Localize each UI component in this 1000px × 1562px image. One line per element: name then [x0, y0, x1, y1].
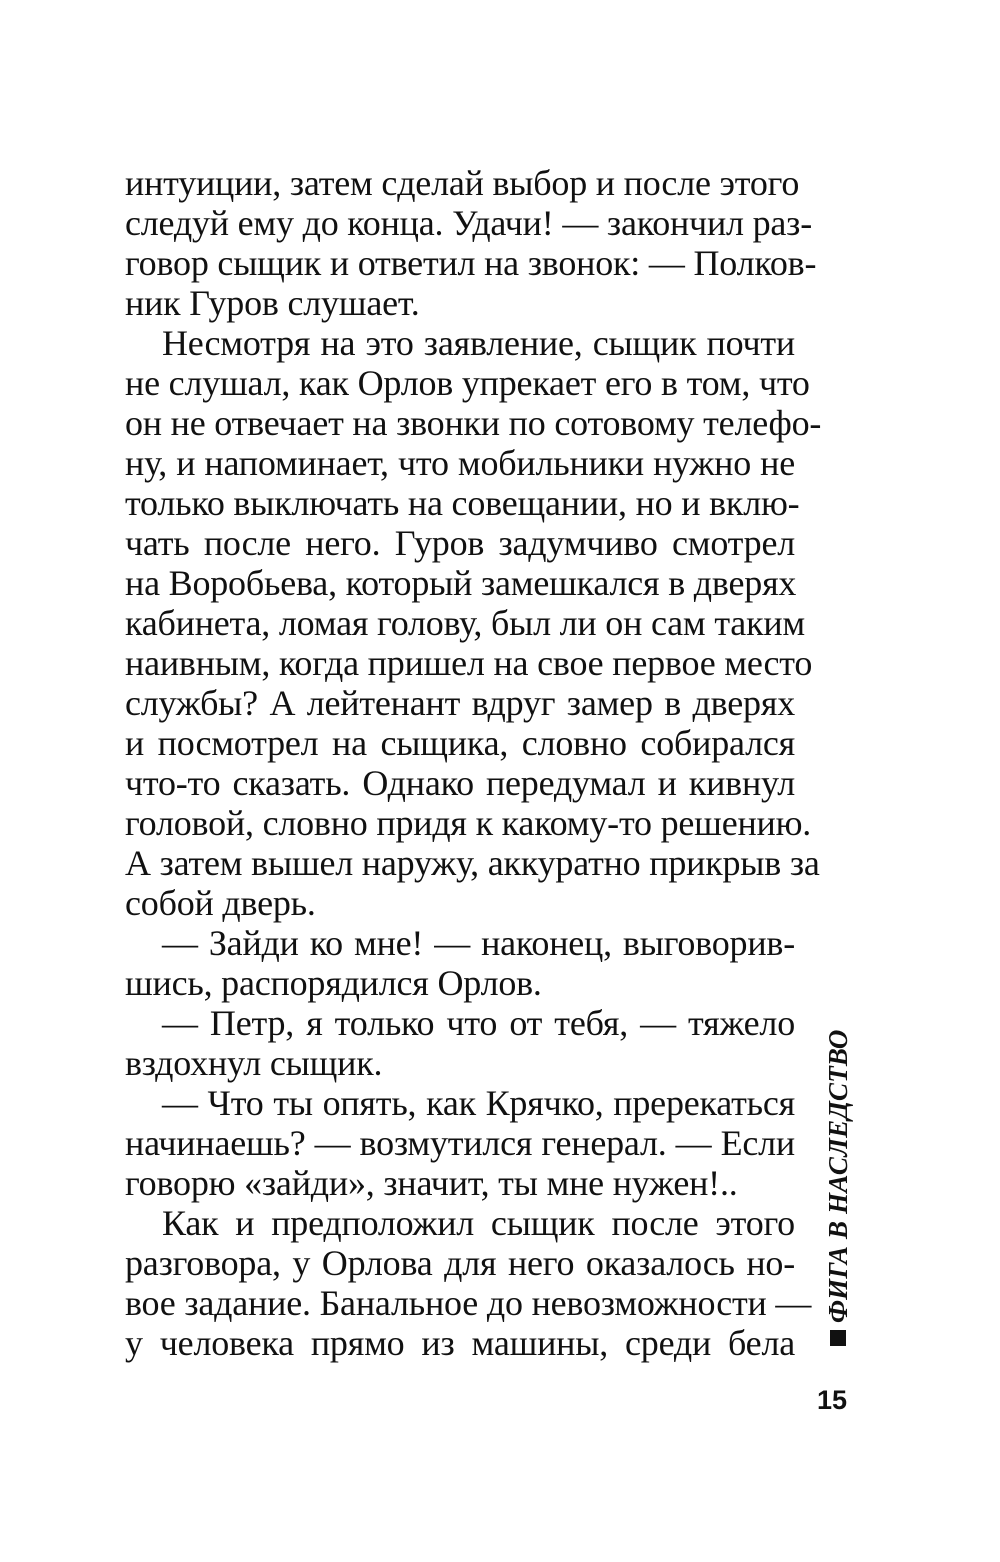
text-line-18: А затем вышел наружу, аккуратно прикрыв за [125, 843, 820, 883]
text-line-8: ну, и напоминает, что мобильники нужно не [125, 443, 795, 483]
text-line-30: у человека прямо из машины, среди бела [125, 1323, 795, 1363]
text-line-25: начинаешь? — возмутился генерал. — Если [125, 1123, 795, 1163]
text-line-20: — Зайди ко мне! — наконец, выговорив- [162, 923, 795, 963]
text-line-2: следуй ему до конца. Удачи! — закончил раз- [125, 203, 812, 243]
text-line-28: разговора, у Орлова для него оказалось но- [125, 1243, 795, 1283]
text-line-21: шись, распорядился Орлов. [125, 963, 542, 1003]
text-line-17: головой, словно придя к какому-то решению. [125, 803, 812, 843]
body-text [125, 163, 822, 1363]
text-line-15: и посмотрел на сыщика, словно собирался [125, 723, 795, 763]
text-line-19: собой дверь. [125, 883, 316, 923]
text-line-13: наивным, когда пришел на свое первое место [125, 643, 813, 683]
text-line-11: на Воробьева, который замешкался в дверях [125, 563, 797, 603]
text-line-22: — Петр, я только что от тебя, — тяжело [162, 1003, 795, 1043]
text-line-4: ник Гуров слушает. [125, 283, 420, 323]
text-line-7: он не отвечает на звонки по сотовому телефо- [125, 403, 822, 443]
text-line-16: что-то сказать. Однако передумал и кивнул [125, 763, 795, 803]
text-line-5: Несмотря на это заявление, сыщик почти [162, 323, 795, 363]
text-line-26: говорю «зайди», значит, ты мне нужен!.. [125, 1163, 738, 1203]
text-line-27: Как и предположил сыщик после этого [162, 1203, 795, 1243]
running-title: ФИГА В НАСЛЕДСТВО [823, 1029, 853, 1323]
text-line-6: не слушал, как Орлов упрекает его в том, что [125, 363, 810, 403]
text-line-12: кабинета, ломая голову, был ли он сам таким [125, 603, 806, 643]
text-line-24: — Что ты опять, как Крячко, пререкаться [162, 1083, 795, 1123]
text-line-29: вое задание. Банальное до невозможности — [125, 1283, 812, 1323]
text-line-23: вздохнул сыщик. [125, 1043, 383, 1083]
page-number: 15 [816, 1385, 848, 1415]
text-line-9: только выключать на совещании, но и вклю- [125, 483, 800, 523]
text-line-3: говор сыщик и ответил на звонок: — Полков- [125, 243, 817, 283]
text-line-14: службы? А лейтенант вдруг замер в дверях [125, 683, 795, 723]
text-line-10: чать после него. Гуров задумчиво смотрел [125, 523, 795, 563]
square-marker-icon [830, 1330, 846, 1346]
text-line-1: интуиции, затем сделай выбор и после этого [125, 163, 800, 203]
